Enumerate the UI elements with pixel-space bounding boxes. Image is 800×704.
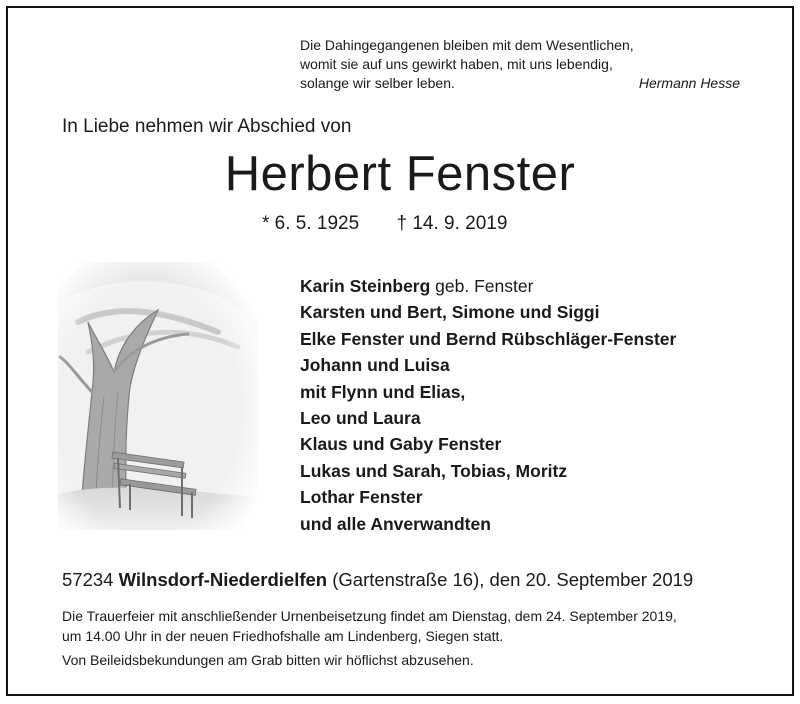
- place-name: Wilnsdorf-Niederdielfen: [118, 569, 328, 590]
- mourner-line: mit Flynn und Elias,: [300, 381, 466, 402]
- mourner-line: Klaus und Gaby Fenster: [300, 434, 502, 455]
- mourner-name: Karin Steinberg: [300, 276, 431, 296]
- postcode: 57234: [62, 569, 119, 590]
- birth-date: * 6. 5. 1925: [262, 213, 360, 234]
- mourner-line: [300, 273, 676, 299]
- death-date: † 14. 9. 2019: [396, 213, 508, 234]
- deceased-name: Herbert Fenster: [224, 147, 576, 201]
- mourner-line: Johann und Luisa: [300, 355, 450, 376]
- mourner-line: Leo und Laura: [300, 408, 421, 429]
- ceremony-line: Die Trauerfeier mit anschließender Urnenbeisetzung findet am Dienstag, dem 24. September 2019,: [62, 608, 677, 624]
- quote-author: Hermann Hesse: [638, 75, 740, 91]
- mourner-line: und alle Anverwandten: [300, 513, 491, 534]
- mourner-line: Lothar Fenster: [300, 487, 423, 508]
- condolence-note: Von Beileidsbekundungen am Grab bitten wir höflichst abzusehen.: [62, 652, 474, 668]
- mourner-line: Elke Fenster und Bernd Rübschläger-Fenster: [300, 328, 677, 349]
- mourners-list: [300, 273, 676, 537]
- ceremony-info: [62, 606, 762, 646]
- mourner-maiden-name: geb. Fenster: [430, 276, 534, 296]
- mourner-line: Lukas und Sarah, Tobias, Moritz: [300, 460, 568, 481]
- mourner-line: Karsten und Bert, Simone und Siggi: [300, 302, 600, 323]
- quote-line: Die Dahingegangenen bleiben mit dem Wesentlichen,: [300, 37, 634, 53]
- quote-block: [300, 36, 742, 93]
- ceremony-line: um 14.00 Uhr in der neuen Friedhofshalle am Lindenberg, Siegen statt.: [62, 628, 504, 644]
- address-line: [62, 569, 693, 591]
- intro-text: In Liebe nehmen wir Abschied von: [62, 116, 352, 137]
- tree-bench-illustration: [58, 262, 258, 530]
- life-dates: [262, 213, 507, 235]
- quote-line: womit sie auf uns gewirkt haben, mit uns lebendig,: [300, 56, 613, 72]
- quote-line: solange wir selber leben.: [300, 75, 455, 91]
- address-date: (Gartenstraße 16), den 20. September 2019: [327, 569, 694, 590]
